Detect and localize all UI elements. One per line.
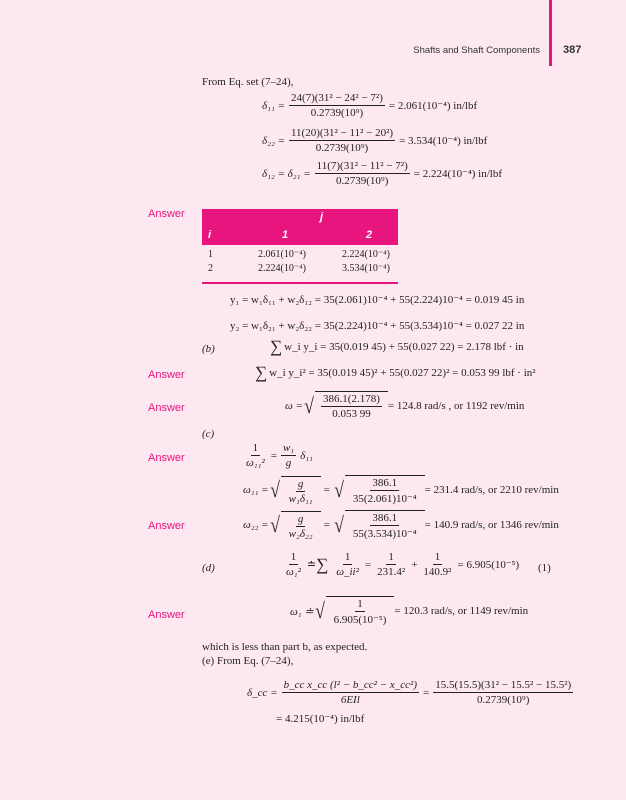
eq-lhs: ω₁₁ =	[243, 484, 269, 496]
denominator: 6EIl	[340, 694, 360, 706]
cell-c1: 2.061(10⁻⁴)	[258, 249, 306, 260]
equals: =	[364, 558, 372, 571]
eq-lhs: δ₂₂ =	[262, 134, 285, 147]
numerator: b_cc x_cc (l² − b_cc² − x_cc²)	[283, 679, 418, 691]
equals: =	[323, 519, 330, 531]
cell-i: 1	[208, 249, 213, 260]
equation-sum-wy2	[255, 364, 536, 381]
answer-label: Answer	[148, 609, 185, 621]
denominator: w₂δ₂₂	[288, 527, 313, 540]
part-d-label: (d)	[202, 562, 215, 574]
equation-number: (1)	[538, 562, 551, 574]
eq-body: w_i y_i = 35(0.019 45) + 55(0.027 22) = 2.178 lbf · in	[284, 340, 524, 353]
equation-dunkerley	[280, 551, 519, 578]
influence-table-body	[202, 249, 398, 279]
fraction	[351, 477, 419, 505]
eq-result: = 6.905(10⁻⁵)	[457, 559, 520, 571]
numerator: 15.5(15.5)(31² − 15.5² − 15.5²)	[435, 679, 572, 691]
equation-sum-wy	[270, 338, 524, 355]
fraction	[282, 679, 419, 706]
numerator: g	[297, 512, 304, 525]
denominator: 0.2739(10⁹)	[310, 107, 364, 119]
sqrt	[314, 596, 395, 626]
equation-c-basic	[240, 442, 313, 469]
answer-label: Answer	[148, 208, 185, 220]
eq-result: = 140.9 rad/s, or 1346 rev/min	[424, 519, 559, 531]
part-b-label: (b)	[202, 343, 215, 355]
numerator: 1	[290, 551, 297, 563]
numerator: 1	[434, 551, 441, 563]
denominator: ω_ii²	[336, 566, 359, 578]
fraction	[244, 442, 267, 469]
numerator: 386.1(2.178)	[323, 393, 380, 405]
cell-c2: 3.534(10⁻⁴)	[342, 263, 390, 274]
col-header-1: 1	[282, 229, 289, 241]
equation-omega11	[243, 475, 559, 505]
part-c-label: (c)	[202, 428, 215, 440]
eq-result: = 231.4 rad/s, or 2210 rev/min	[424, 484, 559, 496]
fraction	[351, 512, 419, 540]
page-edge-bar	[549, 0, 552, 66]
eq-result: = 120.3 rad/s, or 1149 rev/min	[394, 605, 529, 617]
fraction	[287, 513, 315, 540]
row-header-i: i	[208, 229, 212, 241]
equation-delta11	[262, 92, 477, 119]
fraction	[334, 551, 361, 578]
plus: +	[411, 558, 418, 571]
denominator: 35(2.061)10⁻⁴	[352, 493, 417, 505]
denominator: 0.2739(10⁹)	[315, 142, 369, 154]
denominator: 140.9²	[423, 566, 452, 578]
denominator: ω₁²	[286, 566, 301, 578]
numerator: 1	[252, 442, 259, 454]
numerator: 1	[388, 551, 394, 563]
eq-lhs: ω₁ ≐	[290, 605, 314, 618]
col-header-j: j	[320, 211, 324, 223]
answer-label: Answer	[148, 402, 185, 414]
eq-lhs: δ₁₁ =	[262, 99, 285, 112]
denominator: 6.905(10⁻⁵)	[333, 614, 387, 626]
denominator: 55(3.534)10⁻⁴	[352, 528, 417, 540]
numerator: g	[297, 477, 304, 490]
fraction	[281, 442, 296, 469]
equation-omega22	[243, 510, 559, 540]
col-header-2: 2	[366, 229, 373, 241]
answer-label: Answer	[148, 520, 185, 532]
equation-y1: y₁ = w₁δ₁₁ + w₂δ₁₂ = 35(2.061)10⁻⁴ + 55(2.224)10⁻⁴ = 0.019 45 in	[230, 294, 525, 306]
cell-c2: 2.224(10⁻⁴)	[342, 249, 390, 260]
denominator: 0.2739(10⁹)	[477, 694, 530, 706]
radical-icon: √	[269, 512, 280, 537]
sigma-icon: ∑	[270, 337, 283, 356]
radical-icon: √	[334, 477, 344, 502]
table-row	[202, 263, 398, 277]
fraction	[332, 598, 389, 626]
eq-body: w_i y_i² = 35(0.019 45)² + 55(0.027 22)² = 0.053 99 lbf · in²	[269, 366, 536, 379]
answer-label: Answer	[148, 369, 185, 381]
eq-lhs: ω₂₂ =	[243, 519, 269, 531]
sigma-icon: ∑	[316, 555, 329, 574]
fraction	[433, 679, 573, 706]
delta-term: δ₁₁	[300, 449, 313, 462]
fraction	[287, 478, 315, 505]
equation-delta-cc-result: = 4.215(10⁻⁴) in/lbf	[276, 713, 365, 725]
sigma-icon: ∑	[255, 363, 268, 382]
fraction	[284, 551, 303, 578]
eq-result: = 2.224(10⁻⁴) in/lbf	[413, 168, 503, 180]
eq-result: = 124.8 rad/s , or 1192 rev/min	[387, 399, 525, 412]
equation-omega1	[290, 596, 528, 626]
fraction	[289, 127, 395, 154]
approx-equals: ≐	[306, 559, 317, 571]
part-e-intro: (e) From Eq. (7–24),	[202, 655, 294, 667]
equals: =	[323, 484, 330, 496]
numerator: w₁	[282, 442, 295, 454]
numerator: 386.1	[372, 477, 398, 489]
eq-result: = 2.061(10⁻⁴) in/lbf	[388, 100, 478, 112]
equation-delta12	[262, 160, 502, 187]
equals: =	[270, 449, 277, 462]
fraction	[375, 551, 407, 578]
numerator: 11(7)(31² − 11² − 7²)	[316, 160, 408, 172]
equation-delta22	[262, 127, 487, 154]
intro-text: From Eq. set (7–24),	[202, 76, 294, 88]
equation-delta-cc	[247, 679, 577, 706]
denominator: 231.4²	[377, 566, 406, 578]
eq-lhs: δ₁₂ = δ₂₁ =	[262, 167, 311, 180]
table-bottom-rule	[202, 282, 398, 284]
denominator: ω₁₁²	[246, 457, 265, 469]
equation-y2: y₂ = w₁δ₂₁ + w₂δ₂₂ = 35(2.224)10⁻⁴ + 55(3.534)10⁻⁴ = 0.027 22 in	[230, 320, 525, 332]
sqrt	[269, 476, 321, 505]
fraction	[321, 393, 382, 420]
eq-lhs: ω =	[285, 399, 303, 412]
denominator: 0.053 99	[332, 408, 371, 420]
denominator: w₁δ₁₁	[288, 492, 313, 505]
numerator: 24(7)(31² − 24² − 7²)	[290, 92, 383, 104]
fraction	[315, 160, 410, 187]
table-row	[202, 249, 398, 263]
denominator: g	[285, 457, 292, 469]
sqrt	[333, 475, 425, 505]
influence-table-header	[202, 209, 398, 245]
page-number: 387	[563, 44, 582, 56]
cell-i: 2	[208, 263, 213, 274]
fraction	[421, 551, 453, 578]
sqrt	[333, 510, 425, 540]
denominator: 0.2739(10⁹)	[335, 175, 389, 187]
equation-omega-b	[285, 391, 524, 420]
radical-icon: √	[304, 392, 314, 418]
fraction	[289, 92, 385, 119]
sqrt	[269, 511, 321, 540]
radical-icon: √	[334, 512, 344, 537]
sqrt	[303, 391, 388, 420]
numerator: 1	[344, 551, 351, 563]
numerator: 386.1	[372, 512, 398, 524]
conclusion-text: which is less than part b, as expected.	[202, 641, 368, 653]
numerator: 1	[357, 598, 363, 610]
cell-c1: 2.224(10⁻⁴)	[258, 263, 306, 274]
equals: =	[423, 686, 430, 699]
running-title: Shafts and Shaft Components	[413, 45, 540, 56]
radical-icon: √	[269, 477, 280, 502]
answer-label: Answer	[148, 452, 185, 464]
eq-lhs: δ_cc =	[247, 686, 278, 699]
radical-icon: √	[314, 598, 325, 623]
eq-result: = 3.534(10⁻⁴) in/lbf	[399, 135, 488, 147]
numerator: 11(20)(31² − 11² − 20²)	[290, 127, 394, 139]
